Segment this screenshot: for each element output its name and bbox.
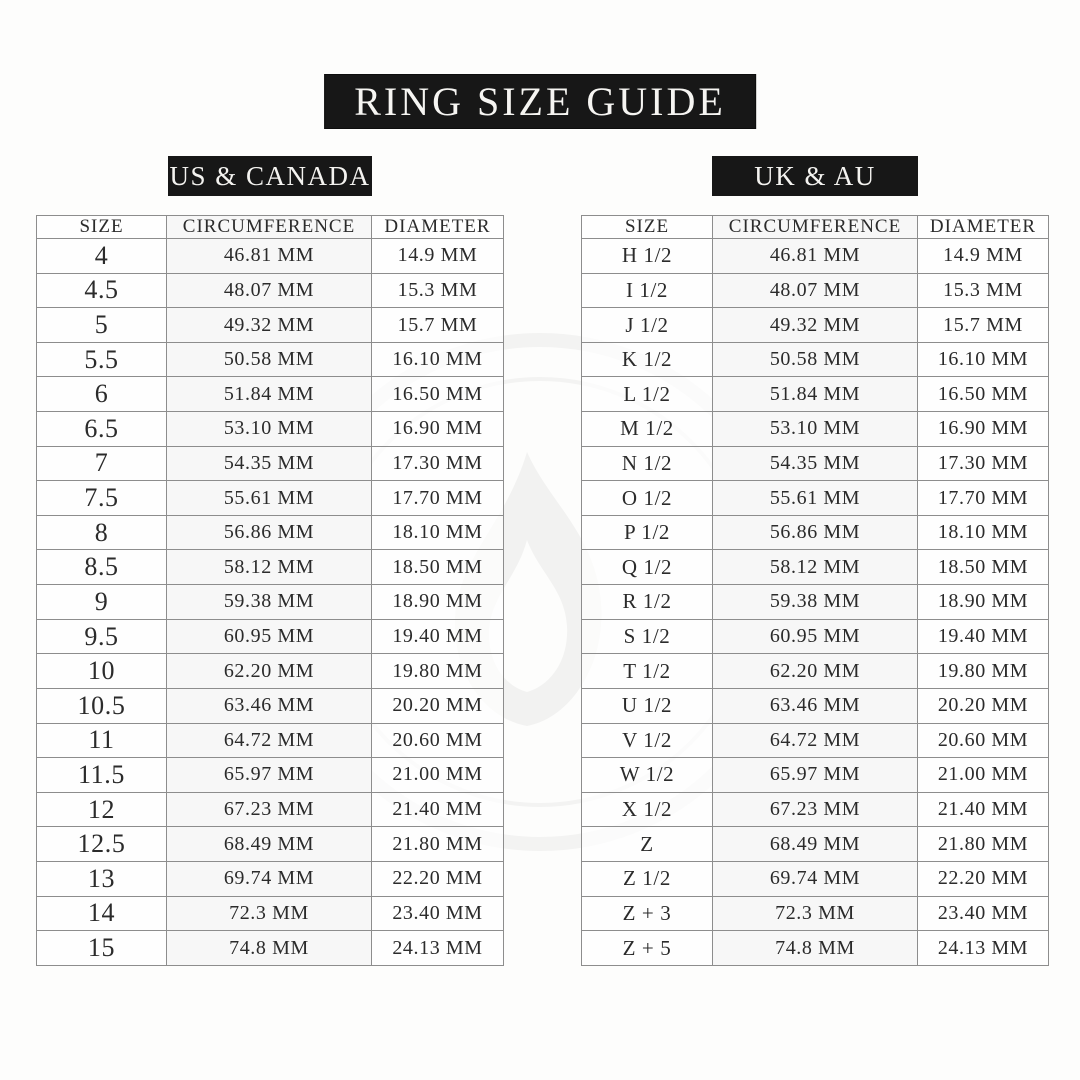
cell-diameter: 19.80 MM xyxy=(372,654,504,689)
cell-circumference: 68.49 MM xyxy=(167,827,372,862)
table-row xyxy=(582,308,1049,343)
cell-diameter: 22.20 MM xyxy=(918,861,1049,896)
table-row xyxy=(582,654,1049,689)
us-canada-region-label: US & CANADA xyxy=(169,160,371,191)
cell-circumference: 67.23 MM xyxy=(713,792,918,827)
table-row xyxy=(582,377,1049,412)
cell-size: 14 xyxy=(37,896,167,931)
uk-au-table-body xyxy=(582,239,1049,966)
cell-circumference: 63.46 MM xyxy=(713,688,918,723)
cell-size: S 1/2 xyxy=(582,619,713,654)
cell-size: 11.5 xyxy=(37,758,167,793)
table-row xyxy=(582,931,1049,966)
cell-circumference: 58.12 MM xyxy=(167,550,372,585)
cell-size: 6 xyxy=(37,377,167,412)
cell-diameter: 18.90 MM xyxy=(918,585,1049,620)
cell-circumference: 48.07 MM xyxy=(713,273,918,308)
page-title xyxy=(324,74,756,129)
cell-size: 8.5 xyxy=(37,550,167,585)
cell-size: P 1/2 xyxy=(582,515,713,550)
cell-circumference: 50.58 MM xyxy=(713,342,918,377)
uk-au-region-label: UK & AU xyxy=(754,160,876,191)
cell-size: N 1/2 xyxy=(582,446,713,481)
cell-size: M 1/2 xyxy=(582,412,713,447)
cell-circumference: 53.10 MM xyxy=(167,412,372,447)
cell-diameter: 21.40 MM xyxy=(372,792,504,827)
cell-circumference: 72.3 MM xyxy=(167,896,372,931)
cell-size: R 1/2 xyxy=(582,585,713,620)
cell-size: 7.5 xyxy=(37,481,167,516)
cell-diameter: 16.10 MM xyxy=(372,342,504,377)
cell-size: 9.5 xyxy=(37,619,167,654)
cell-circumference: 48.07 MM xyxy=(167,273,372,308)
cell-size: L 1/2 xyxy=(582,377,713,412)
table-row xyxy=(582,758,1049,793)
table-row xyxy=(37,792,504,827)
cell-circumference: 65.97 MM xyxy=(167,758,372,793)
cell-diameter: 19.40 MM xyxy=(372,619,504,654)
cell-diameter: 14.9 MM xyxy=(372,239,504,274)
table-row xyxy=(582,239,1049,274)
cell-size: 10.5 xyxy=(37,688,167,723)
cell-diameter: 24.13 MM xyxy=(918,931,1049,966)
cell-diameter: 16.10 MM xyxy=(918,342,1049,377)
cell-circumference: 68.49 MM xyxy=(713,827,918,862)
cell-circumference: 62.20 MM xyxy=(713,654,918,689)
cell-diameter: 23.40 MM xyxy=(918,896,1049,931)
table-row xyxy=(37,239,504,274)
cell-size: J 1/2 xyxy=(582,308,713,343)
table-row xyxy=(582,481,1049,516)
table-row xyxy=(582,342,1049,377)
cell-size: 11 xyxy=(37,723,167,758)
cell-diameter: 21.80 MM xyxy=(918,827,1049,862)
cell-size: 7 xyxy=(37,446,167,481)
cell-circumference: 69.74 MM xyxy=(713,861,918,896)
cell-diameter: 21.80 MM xyxy=(372,827,504,862)
column-header-circumference: CIRCUMFERENCE xyxy=(167,216,372,239)
uk-au-region-badge xyxy=(712,156,918,196)
cell-size: 9 xyxy=(37,585,167,620)
cell-circumference: 54.35 MM xyxy=(713,446,918,481)
table-row xyxy=(37,377,504,412)
cell-circumference: 74.8 MM xyxy=(167,931,372,966)
column-header-size: SIZE xyxy=(582,216,713,239)
cell-size: X 1/2 xyxy=(582,792,713,827)
cell-size: K 1/2 xyxy=(582,342,713,377)
cell-size: T 1/2 xyxy=(582,654,713,689)
cell-size: 12.5 xyxy=(37,827,167,862)
cell-diameter: 24.13 MM xyxy=(372,931,504,966)
table-row xyxy=(37,308,504,343)
table-row xyxy=(582,273,1049,308)
table-row xyxy=(582,827,1049,862)
table-row xyxy=(37,481,504,516)
cell-diameter: 15.3 MM xyxy=(918,273,1049,308)
cell-diameter: 18.10 MM xyxy=(918,515,1049,550)
table-row xyxy=(37,827,504,862)
cell-diameter: 21.00 MM xyxy=(918,758,1049,793)
cell-circumference: 56.86 MM xyxy=(713,515,918,550)
table-header-row xyxy=(37,216,504,239)
cell-circumference: 55.61 MM xyxy=(167,481,372,516)
cell-diameter: 15.3 MM xyxy=(372,273,504,308)
cell-size: 6.5 xyxy=(37,412,167,447)
cell-diameter: 16.90 MM xyxy=(918,412,1049,447)
cell-size: 8 xyxy=(37,515,167,550)
table-row xyxy=(582,861,1049,896)
cell-circumference: 63.46 MM xyxy=(167,688,372,723)
cell-diameter: 15.7 MM xyxy=(372,308,504,343)
cell-diameter: 17.70 MM xyxy=(918,481,1049,516)
table-row xyxy=(37,446,504,481)
uk-au-size-table xyxy=(581,215,1049,966)
table-row xyxy=(37,688,504,723)
cell-diameter: 19.80 MM xyxy=(918,654,1049,689)
cell-diameter: 20.20 MM xyxy=(918,688,1049,723)
cell-size: 10 xyxy=(37,654,167,689)
table-row xyxy=(582,550,1049,585)
cell-circumference: 59.38 MM xyxy=(167,585,372,620)
cell-diameter: 18.90 MM xyxy=(372,585,504,620)
cell-size: V 1/2 xyxy=(582,723,713,758)
table-row xyxy=(37,273,504,308)
cell-circumference: 60.95 MM xyxy=(167,619,372,654)
table-row xyxy=(582,446,1049,481)
cell-size: H 1/2 xyxy=(582,239,713,274)
cell-diameter: 22.20 MM xyxy=(372,861,504,896)
column-header-diameter: DIAMETER xyxy=(372,216,504,239)
cell-circumference: 56.86 MM xyxy=(167,515,372,550)
cell-size: Z + 5 xyxy=(582,931,713,966)
us-canada-size-table xyxy=(36,215,504,966)
column-header-size: SIZE xyxy=(37,216,167,239)
cell-size: 4 xyxy=(37,239,167,274)
table-row xyxy=(37,515,504,550)
table-row xyxy=(37,758,504,793)
cell-size: 15 xyxy=(37,931,167,966)
table-row xyxy=(582,412,1049,447)
cell-diameter: 16.50 MM xyxy=(918,377,1049,412)
table-row xyxy=(37,896,504,931)
cell-diameter: 16.50 MM xyxy=(372,377,504,412)
cell-circumference: 55.61 MM xyxy=(713,481,918,516)
cell-size: U 1/2 xyxy=(582,688,713,723)
cell-diameter: 14.9 MM xyxy=(918,239,1049,274)
cell-diameter: 20.20 MM xyxy=(372,688,504,723)
cell-diameter: 20.60 MM xyxy=(372,723,504,758)
table-row xyxy=(37,550,504,585)
cell-circumference: 46.81 MM xyxy=(167,239,372,274)
cell-circumference: 67.23 MM xyxy=(167,792,372,827)
table-row xyxy=(37,412,504,447)
table-row xyxy=(582,896,1049,931)
cell-size: I 1/2 xyxy=(582,273,713,308)
cell-diameter: 15.7 MM xyxy=(918,308,1049,343)
cell-circumference: 62.20 MM xyxy=(167,654,372,689)
table-row xyxy=(582,585,1049,620)
cell-circumference: 51.84 MM xyxy=(167,377,372,412)
cell-size: 4.5 xyxy=(37,273,167,308)
table-row xyxy=(37,931,504,966)
cell-circumference: 50.58 MM xyxy=(167,342,372,377)
cell-circumference: 64.72 MM xyxy=(167,723,372,758)
table-row xyxy=(582,515,1049,550)
cell-circumference: 53.10 MM xyxy=(713,412,918,447)
cell-circumference: 46.81 MM xyxy=(713,239,918,274)
table-row xyxy=(582,688,1049,723)
cell-size: 13 xyxy=(37,861,167,896)
cell-circumference: 59.38 MM xyxy=(713,585,918,620)
cell-circumference: 60.95 MM xyxy=(713,619,918,654)
cell-circumference: 65.97 MM xyxy=(713,758,918,793)
cell-size: 5.5 xyxy=(37,342,167,377)
table-row xyxy=(37,861,504,896)
cell-diameter: 21.40 MM xyxy=(918,792,1049,827)
cell-size: Q 1/2 xyxy=(582,550,713,585)
table-row xyxy=(37,585,504,620)
cell-size: W 1/2 xyxy=(582,758,713,793)
cell-diameter: 18.10 MM xyxy=(372,515,504,550)
table-row xyxy=(37,654,504,689)
us-canada-region-badge xyxy=(168,156,372,196)
cell-circumference: 58.12 MM xyxy=(713,550,918,585)
cell-diameter: 18.50 MM xyxy=(372,550,504,585)
cell-size: 5 xyxy=(37,308,167,343)
table-row xyxy=(582,792,1049,827)
cell-size: Z 1/2 xyxy=(582,861,713,896)
table-row xyxy=(582,723,1049,758)
table-header-row xyxy=(582,216,1049,239)
cell-diameter: 20.60 MM xyxy=(918,723,1049,758)
cell-circumference: 51.84 MM xyxy=(713,377,918,412)
column-header-circumference: CIRCUMFERENCE xyxy=(713,216,918,239)
table-row xyxy=(582,619,1049,654)
cell-size: 12 xyxy=(37,792,167,827)
table-row xyxy=(37,723,504,758)
cell-diameter: 17.30 MM xyxy=(918,446,1049,481)
page-title-text: RING SIZE GUIDE xyxy=(354,79,726,124)
cell-size: O 1/2 xyxy=(582,481,713,516)
cell-circumference: 54.35 MM xyxy=(167,446,372,481)
cell-diameter: 23.40 MM xyxy=(372,896,504,931)
cell-diameter: 18.50 MM xyxy=(918,550,1049,585)
column-header-diameter: DIAMETER xyxy=(918,216,1049,239)
cell-circumference: 64.72 MM xyxy=(713,723,918,758)
cell-diameter: 21.00 MM xyxy=(372,758,504,793)
cell-diameter: 17.70 MM xyxy=(372,481,504,516)
us-canada-table-body xyxy=(37,239,504,966)
cell-diameter: 19.40 MM xyxy=(918,619,1049,654)
table-row xyxy=(37,619,504,654)
cell-circumference: 74.8 MM xyxy=(713,931,918,966)
cell-diameter: 16.90 MM xyxy=(372,412,504,447)
cell-diameter: 17.30 MM xyxy=(372,446,504,481)
table-row xyxy=(37,342,504,377)
cell-circumference: 69.74 MM xyxy=(167,861,372,896)
cell-circumference: 72.3 MM xyxy=(713,896,918,931)
cell-circumference: 49.32 MM xyxy=(167,308,372,343)
cell-size: Z + 3 xyxy=(582,896,713,931)
cell-size: Z xyxy=(582,827,713,862)
cell-circumference: 49.32 MM xyxy=(713,308,918,343)
